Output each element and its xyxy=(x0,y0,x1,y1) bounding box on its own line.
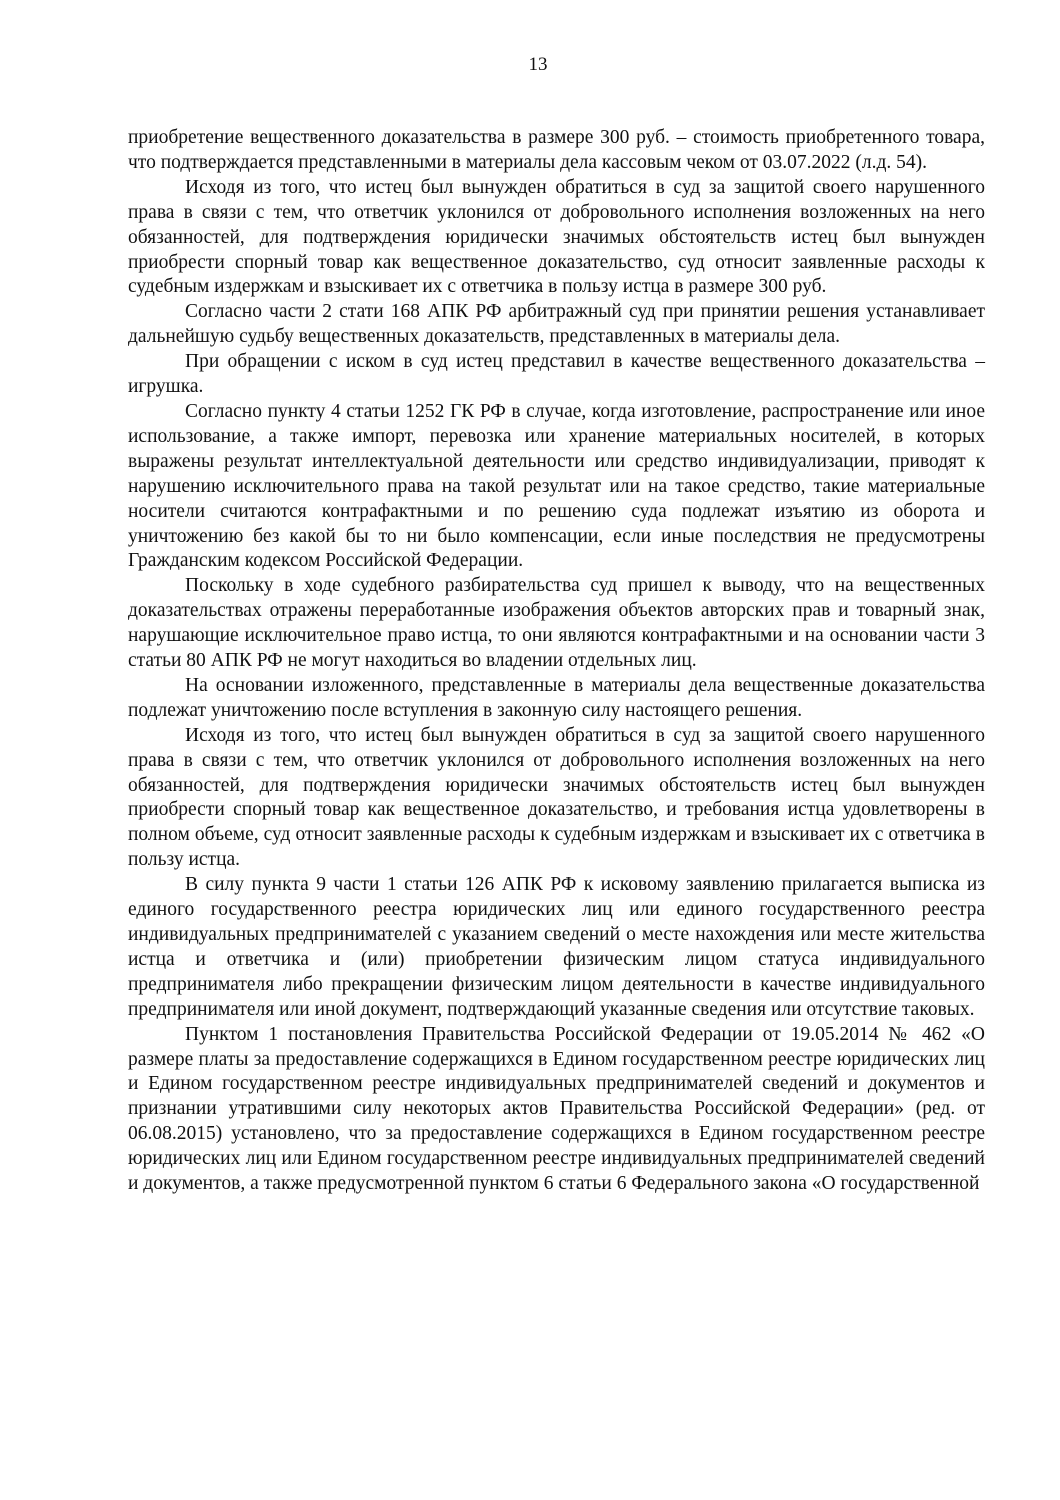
paragraph: Исходя из того, что истец был вынужден обратиться в суд за защитой своего нарушенного права в связи с тем, что ответчик уклонился от добровольного исполнения возложенных на него обязанностей, для подтверждения юридически значимых обстоятельств истец был вынужден приобрести спорный товар как вещественное доказательство, и требования истца удовлетворены в полном объеме, суд относит заявленные расходы к судебным издержкам и взыскивает их с ответчика в пользу истца. xyxy=(128,724,985,871)
paragraph: На основании изложенного, представленные в материалы дела вещественные доказательства подлежат уничтожению после вступления в законную силу настоящего решения. xyxy=(128,674,985,721)
paragraph: Пунктом 1 постановления Правительства Российской Федерации от 19.05.2014 № 462 «О размере платы за предоставление содержащихся в Едином государственном реестре юридических лиц и Едином государственном реестре индивидуальных предпринимателей сведений и документов и признании утратившими силу некоторых актов Правительства Российской Федерации» (ред. от 06.08.2015) установлено, что за предоставление содержащихся в Едином государственном реестре юридических лиц или Едином государственном реестре индивидуальных предпринимателей сведений и документов, а также предусмотренной пунктом 6 статьи 6 Федерального закона «О государственной xyxy=(128,1023,985,1195)
paragraph: Согласно части 2 стати 168 АПК РФ арбитражный суд при принятии решения устанавливает дальнейшую судьбу вещественных доказательств, представленных в материалы дела. xyxy=(128,301,985,348)
paragraph: приобретение вещественного доказательства в размере 300 руб. – стоимость приобретенного товара, что подтверждается представленными в материалы дела кассовым чеком от 03.07.2022 (л.д. 54). xyxy=(128,127,985,173)
paragraph: При обращении с иском в суд истец представил в качестве вещественного доказательства – игрушка. xyxy=(128,351,985,398)
paragraph: Согласно пункту 4 статьи 1252 ГК РФ в случае, когда изготовление, распространение или иное использование, а также импорт, перевозка или хранение материальных носителей, в которых выражены результат интеллектуальной деятельности или средство индивидуализации, приводят к нарушению исключительного права на такой результат или на такое средство, такие материальные носители считаются контрафактными и по решению суда подлежат изъятию из оборота и уничтожению без какой бы то ни было компенсации, если иные последствия не предусмотрены Гражданским кодексом Российской Федерации. xyxy=(128,400,985,572)
paragraph: Исходя из того, что истец был вынужден обратиться в суд за защитой своего нарушенного права в связи с тем, что ответчик уклонился от добровольного исполнения возложенных на него обязанностей, для подтверждения юридически значимых обстоятельств истец был вынужден приобрести спорный товар как вещественное доказательство, суд относит заявленные расходы к судебным издержкам и взыскивает их с ответчика в пользу истца в размере 300 руб. xyxy=(128,176,985,298)
document-body xyxy=(128,126,985,1197)
page-number: 13 xyxy=(528,54,548,75)
paragraph: Поскольку в ходе судебного разбирательства суд пришел к выводу, что на вещественных доказательствах отражены переработанные изображения объектов авторских прав и товарный знак, нарушающие исключительное право истца, то они являются контрафактными и на основании части 3 статьи 80 АПК РФ не могут находиться во владении отдельных лиц. xyxy=(128,575,985,672)
paragraph: В силу пункта 9 части 1 статьи 126 АПК РФ к исковому заявлению прилагается выписка из единого государственного реестра юридических лиц или единого государственного реестра индивидуальных предпринимателей с указанием сведений о месте нахождения или месте жительства истца и ответчика и (или) приобретении физическим лицом статуса индивидуального предпринимателя либо прекращении физическим лицом деятельности в качестве индивидуального предпринимателя или иной документ, подтверждающий указанные сведения или отсутствие таковых. xyxy=(128,874,985,1020)
